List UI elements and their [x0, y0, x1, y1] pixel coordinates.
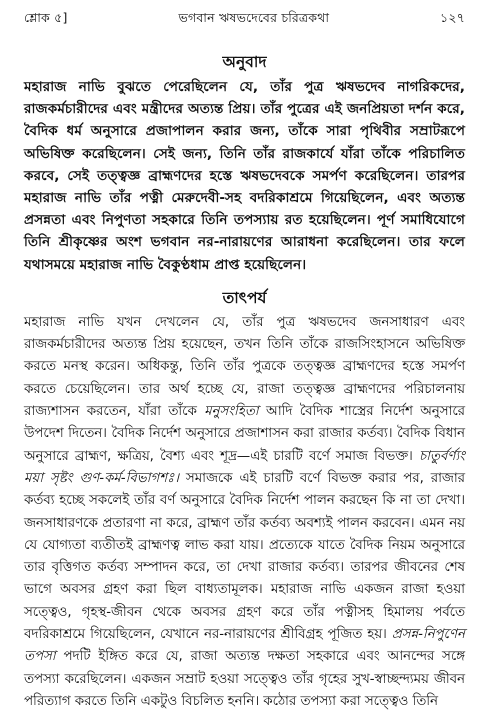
translation-heading: অনুবাদ	[222, 53, 267, 71]
page-number: ১২৭	[440, 10, 465, 25]
purport-text-part-2: আদি বৈদিক শাস্ত্রের নির্দেশ অনুসারে উপদেশ দিতেন। বৈদিক নির্দেশ অনুসারে প্রজাশাসন করা রাজার কর্তব্য। বৈদিক বিধান অনুসারে ব্রাহ্মণ, ক্ষত্রিয়, বৈশ্য এবং শূদ্র—এই চারটি বর্ণে সমাজ বিভক্ত।	[24, 404, 465, 464]
gita-quote: চাতুর্বর্ণ্যং ময়া সৃষ্টং গুণ-কর্ম-বিভাগশঃ।	[24, 448, 465, 486]
purport-text-part-1: মহারাজ নাভি যখন দেখলেন যে, তাঁর পুত্র ঋষভদেব জনসাধারণ এবং রাজকর্মচারীদের অত্যন্ত প্রিয় হয়েছেন, তখন তিনি তাঁকে রাজসিংহাসনে অভিষিক্ত করতে মনস্থ করেন। অধিকন্তু, তিনি তাঁর পুত্রকে তত্ত্বজ্ঞ ব্রাহ্মণদের হস্তে সমর্পণ করতে চেয়েছিলেন। তার অর্থ হচ্ছে যে, রাজা তত্ত্বজ্ঞ ব্রাহ্মণদের পরিচালনায় রাজ্যশাসন করতেন, যাঁরা তাঁকে	[24, 314, 465, 420]
chapter-title: ভগবান ঋষভদেবের চরিত্রকথা	[178, 10, 330, 25]
purport-section	[24, 288, 465, 713]
purport-text-part-4: পদটি ইঙ্গিত করে যে, রাজা অত্যন্ত দক্ষতা সহকারে এবং আনন্দের সঙ্গে তপস্যা করেছিলেন। একজন সম্রাট হওয়া সত্ত্বেও তাঁর গৃহের সুখ-স্বাচ্ছন্দ্যময় জীবন পরিত্যাগ করতে তিনি একটুও বিচলিত হননি। কঠোর তপস্যা করা সত্ত্বেও তিনি	[24, 649, 465, 709]
translation-section	[24, 52, 465, 276]
scripture-reference: মনুসংহিতা	[204, 404, 259, 420]
purport-text-part-3: সমাজকে এই চারটি বর্ণে বিভক্ত করার পর, রাজার কর্তব্য হচ্ছে সকলেই তাঁর বর্ণ অনুসারে বৈদিক নির্দেশ পালন করছেন কি না তা দেখা। জনসাধারণকে প্রতারণা না করে, ব্রাহ্মণ তাঁর কর্তব্য অবশ্যই পালন করবেন। এমন নয় যে যোগ্যতা ব্যতীতই ব্রাহ্মণত্ব লাভ করা যায়। প্রত্যেকে যাতে বৈদিক নিয়ম অনুসারে তার বৃত্তিগত কর্তব্য সম্পাদন করে, তা দেখা রাজার কর্তব্য। তারপর জীবনের শেষ ভাগে অবসর গ্রহণ করা ছিল বাধ্যতামূলক। মহারাজ নাভি একজন রাজা হওয়া সত্ত্বেও, গৃহস্থ-জীবন থেকে অবসর গ্রহণ করে তাঁর পত্নীসহ হিমালয় পর্বতে বদরিকাশ্রমে গিয়েছিলেন, যেখানে নর-নারায়ণের শ্রীবিগ্রহ পূজিত হয়।	[24, 470, 465, 642]
verse-number: শ্লোক ৫]	[24, 10, 68, 25]
running-header	[24, 0, 465, 36]
verse-phrase: প্রসন্ন-নিপুণেন তপসা	[24, 626, 465, 665]
purport-text	[24, 312, 465, 713]
translation-text: মহারাজ নাভি বুঝতে পেরেছিলেন যে, তাঁর পুত্র ঋষভদেব নাগরিকদের, রাজকর্মচারীদের এবং মন্ত্রীদের অত্যন্ত প্রিয়। তাঁর পুত্রের এই জনপ্রিয়তা দর্শন করে, বৈদিক ধর্ম অনুসারে প্রজাপালন করার জন্য, তাঁকে সারা পৃথিবীর সম্রাটরূপে অভিষিক্ত করেছিলেন। সেই জন্য, তিনি তাঁর রাজকার্যে যাঁরা তাঁকে পরিচালিত করবে, সেই তত্ত্বজ্ঞ ব্রাহ্মণদের হস্তে ঋষভদেবকে সমর্পণ করেছিলেন। তারপর মহারাজ নাভি তাঁর পত্নী মেরুদেবী-সহ বদরিকাশ্রমে গিয়েছিলেন, এবং অত্যন্ত প্রসন্নতা এবং নিপুণতা সহকারে তিনি তপস্যায় রত হয়েছিলেন। পূর্ণ সমাধিযোগে তিনি শ্রীকৃষ্ণের অংশ ভগবান নর-নারায়ণের আরাধনা করেছিলেন। তার ফলে যথাসময়ে মহারাজ নাভি বৈকুণ্ঠধাম প্রাপ্ত হয়েছিলেন।	[24, 79, 465, 273]
purport-heading: তাৎপর্য	[222, 288, 267, 307]
